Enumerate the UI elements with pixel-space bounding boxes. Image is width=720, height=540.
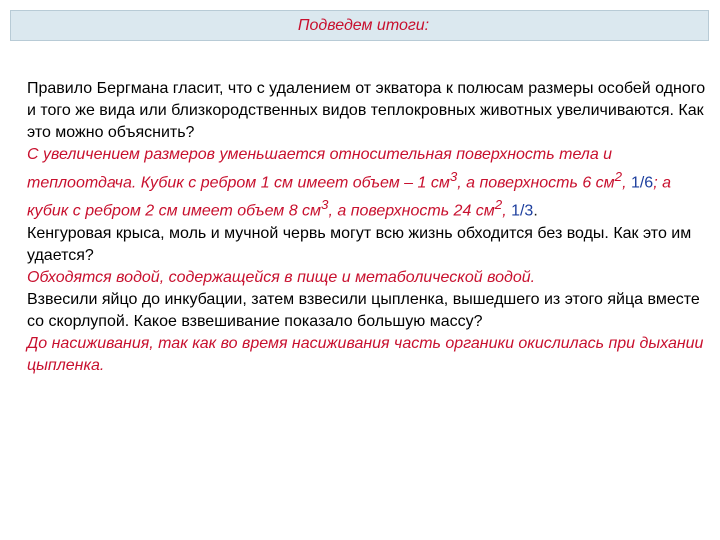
answer-text: . bbox=[533, 202, 538, 220]
answer-text: ; а кубик с ребром 2 см имеет объем 8 см bbox=[27, 174, 671, 220]
slide-body bbox=[27, 78, 707, 377]
fraction-one-sixth: 1/6 bbox=[630, 174, 654, 192]
question-kangaroo-rat: Кенгуровая крыса, моль и мучной червь могут всю жизнь обходится без воды. Как это им удается? bbox=[27, 224, 692, 264]
superscript: 2 bbox=[614, 169, 623, 184]
superscript: 3 bbox=[449, 169, 458, 184]
answer-egg-weight: До насиживания, так как во время насиживания часть органики окислилась при дыхании цыпленка. bbox=[27, 334, 704, 374]
answer-text: , bbox=[622, 174, 631, 192]
answer-text: , а поверхность 6 см bbox=[457, 174, 615, 192]
question-bergmann-rule: Правило Бергмана гласит, что с удалением от экватора к полюсам размеры особей одного и того же вида или близкородственных видов теплокровных животных увеличиваются. Как это можно объяснить? bbox=[27, 80, 706, 141]
answer-kangaroo-rat: Обходятся водой, содержащейся в пище и метаболической водой. bbox=[27, 268, 536, 286]
superscript: 3 bbox=[321, 197, 329, 213]
title-bar bbox=[10, 10, 709, 41]
answer-text: , а поверхность 24 см bbox=[328, 202, 495, 220]
question-egg-weight: Взвесили яйцо до инкубации, затем взвесили цыпленка, вышедшего из этого яйца вместе со скорлупой. Какое взвешивание показало большую массу? bbox=[27, 290, 700, 330]
answer-text: , bbox=[502, 202, 512, 220]
answer-text: С увеличением размеров уменьшается относительная поверхность тела и теплоотдача. Кубик с ребром 1 см имеет объем – 1 см bbox=[27, 146, 613, 192]
superscript: 2 bbox=[494, 197, 503, 213]
fraction-one-third: 1/3 bbox=[511, 202, 534, 220]
slide-title: Подведем итоги: bbox=[297, 17, 430, 34]
answer-bergmann-rule bbox=[27, 144, 707, 223]
